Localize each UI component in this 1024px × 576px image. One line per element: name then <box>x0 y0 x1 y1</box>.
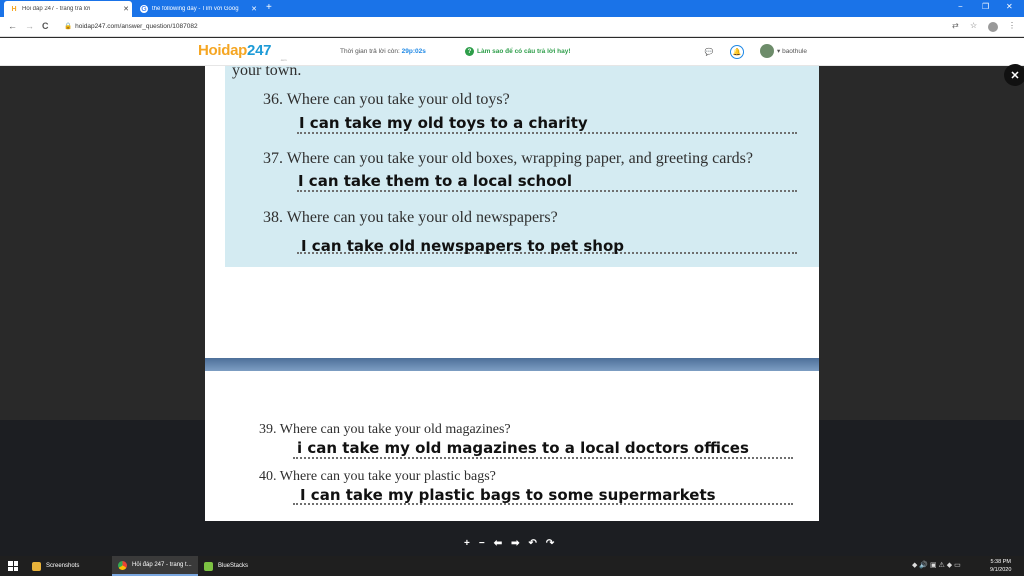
bookmark-star-icon[interactable]: ☆ <box>970 21 978 30</box>
question-38: 38. Where can you take your old newspapers? <box>263 209 558 226</box>
logo-subtext: .com <box>280 58 287 62</box>
maximize-button[interactable]: ❐ <box>982 2 990 11</box>
close-window-button[interactable]: ✕ <box>1006 2 1013 11</box>
bluestacks-icon <box>204 562 213 571</box>
chrome-icon <box>118 561 127 570</box>
question-36: 36. Where can you take your old toys? <box>263 91 510 108</box>
lock-icon: 🔒 <box>64 23 73 30</box>
tab-title: the following day - Tìm với Goog <box>152 6 239 12</box>
tray-icons[interactable]: ◆ 🔊 ▣ ⚠ ◆ ▭ <box>912 562 961 569</box>
answer-timer: Thời gian trả lời còn: 29p:02s <box>340 48 426 55</box>
taskbar-item-chrome[interactable]: Hỏi đáp 247 - trang t... <box>112 556 198 576</box>
username[interactable]: ▾ baothule <box>777 48 808 55</box>
question-37: 37. Where can you take your old boxes, wrapping paper, and greeting cards? <box>263 150 753 167</box>
answer-38: I can take old newspapers to pet shop <box>301 237 624 255</box>
partial-text: your town. <box>232 66 302 79</box>
question-40: 40. Where can you take your plastic bags? <box>259 469 496 484</box>
rotate-left-button[interactable]: ↶ <box>528 538 537 549</box>
answer-tip-link[interactable]: ? Làm sao để có câu trả lời hay! <box>465 47 571 56</box>
windows-taskbar <box>0 556 1024 576</box>
address-bar <box>0 17 1024 37</box>
tab-close-icon[interactable]: ✕ <box>123 6 129 13</box>
avatar[interactable] <box>760 44 774 58</box>
zoom-in-button[interactable]: + <box>464 538 470 549</box>
zoom-out-button[interactable]: − <box>478 538 485 549</box>
tab-close-icon[interactable]: ✕ <box>251 6 257 13</box>
taskbar-item-bluestacks[interactable]: BlueStacks <box>198 556 278 576</box>
image-viewer-controls <box>464 538 554 549</box>
answer-image <box>205 66 819 521</box>
question-39: 39. Where can you take your old magazines? <box>259 422 511 437</box>
menu-kebab-icon[interactable]: ⋮ <box>1008 21 1016 30</box>
tab-title: Hỏi đáp 247 - trang trả lời <box>22 6 91 12</box>
answer-line <box>297 190 797 192</box>
question-icon: ? <box>465 47 474 56</box>
new-tab-button[interactable]: + <box>266 2 272 13</box>
next-image-button[interactable]: ➡ <box>511 538 520 549</box>
rotate-right-button[interactable]: ↷ <box>545 538 555 549</box>
back-button[interactable]: ← <box>8 21 17 31</box>
answer-37: I can take them to a local school <box>298 172 572 190</box>
folder-icon <box>32 562 41 571</box>
browser-titlebar <box>0 0 1024 17</box>
taskbar-item-screenshots[interactable]: Screenshots <box>26 556 110 576</box>
tab-hoidap[interactable] <box>4 1 132 17</box>
answer-line <box>297 132 797 134</box>
hoidap-favicon-icon: H <box>11 5 17 13</box>
tab-google[interactable] <box>134 1 260 17</box>
google-favicon-icon: G <box>141 5 147 13</box>
close-lightbox-button[interactable]: ✕ <box>1004 64 1024 86</box>
system-clock[interactable]: 5:38 PM 9/1/2020 <box>990 559 1012 573</box>
profile-avatar-icon[interactable] <box>988 22 998 32</box>
url-field[interactable]: 🔒 hoidap247.com/answer_question/1087082 <box>64 23 198 30</box>
answer-line <box>293 457 793 459</box>
chat-icon[interactable]: 💬 <box>704 49 714 56</box>
answer-40: I can take my plastic bags to some supermarkets <box>300 486 716 504</box>
answer-36: I can take my old toys to a charity <box>299 114 588 132</box>
translate-icon[interactable]: ⇄ <box>952 21 959 30</box>
site-logo[interactable]: Hoidap247 <box>198 42 272 59</box>
reload-button[interactable]: C <box>42 21 49 31</box>
site-header <box>0 38 1024 66</box>
prev-image-button[interactable]: ⬅ <box>493 538 503 549</box>
answer-39: i can take my old magazines to a local doctors offices <box>297 439 749 457</box>
page-divider-bar <box>205 358 819 371</box>
bell-icon[interactable]: 🔔 <box>730 45 744 59</box>
windows-start-icon[interactable] <box>8 561 18 571</box>
minimize-button[interactable]: − <box>958 2 963 11</box>
forward-button[interactable]: → <box>25 21 34 31</box>
